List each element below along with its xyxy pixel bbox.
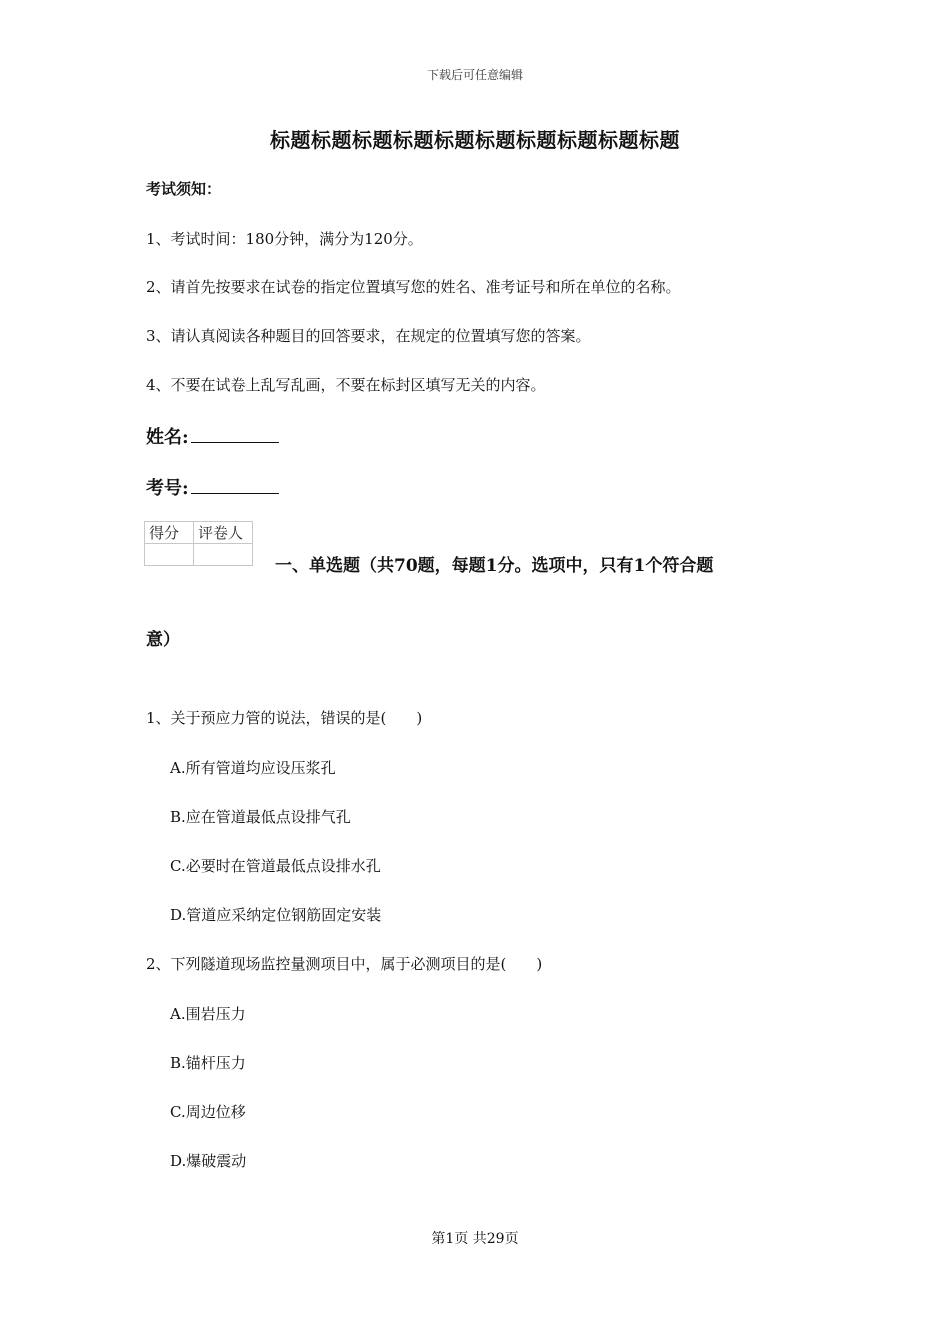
question-option[interactable]: B.锚杆压力 — [170, 1054, 246, 1072]
document-title: 标题标题标题标题标题标题标题标题标题标题 — [270, 128, 680, 152]
grader-header: 评卷人 — [194, 522, 253, 544]
name-blank-line[interactable] — [191, 424, 279, 443]
exam-id-blank-line[interactable] — [191, 475, 279, 494]
section-title: 一、单选题（共70题，每题1分。选项中，只有1个符合题 — [275, 556, 714, 576]
score-header: 得分 — [145, 522, 194, 544]
section-title-continued: 意） — [146, 630, 180, 650]
notice-item: 3、请认真阅读各种题目的回答要求，在规定的位置填写您的答案。 — [146, 327, 591, 345]
name-field[interactable] — [146, 423, 279, 449]
question-option[interactable]: C.周边位移 — [170, 1103, 246, 1121]
header-note: 下载后可任意编辑 — [426, 68, 523, 82]
name-label: 姓名: — [146, 427, 189, 448]
notice-item: 1、考试时间：180分钟，满分为120分。 — [146, 230, 423, 248]
grader-cell[interactable] — [194, 544, 253, 566]
notice-item: 4、不要在试卷上乱写乱画，不要在标封区填写无关的内容。 — [146, 376, 546, 394]
notice-item: 2、请首先按要求在试卷的指定位置填写您的姓名、准考证号和所在单位的名称。 — [146, 278, 681, 296]
question-stem: 1、关于预应力管的说法，错误的是( ) — [146, 709, 423, 727]
page-footer: 第1页 共29页 — [431, 1231, 519, 1247]
question-option[interactable]: C.必要时在管道最低点设排水孔 — [170, 857, 381, 875]
question-option[interactable]: A.围岩压力 — [170, 1005, 246, 1023]
score-cell[interactable] — [145, 544, 194, 566]
exam-id-label: 考号: — [146, 478, 189, 499]
question-stem: 2、下列隧道现场监控量测项目中，属于必测项目的是( ) — [146, 955, 543, 973]
question-option[interactable]: D.爆破震动 — [170, 1152, 247, 1170]
question-option[interactable]: A.所有管道均应设压浆孔 — [170, 759, 336, 777]
notice-heading: 考试须知： — [146, 180, 222, 198]
question-option[interactable]: B.应在管道最低点设排气孔 — [170, 808, 351, 826]
question-option[interactable]: D.管道应采纳定位钢筋固定安装 — [170, 906, 382, 924]
exam-id-field[interactable] — [146, 474, 279, 500]
score-table — [144, 521, 253, 566]
